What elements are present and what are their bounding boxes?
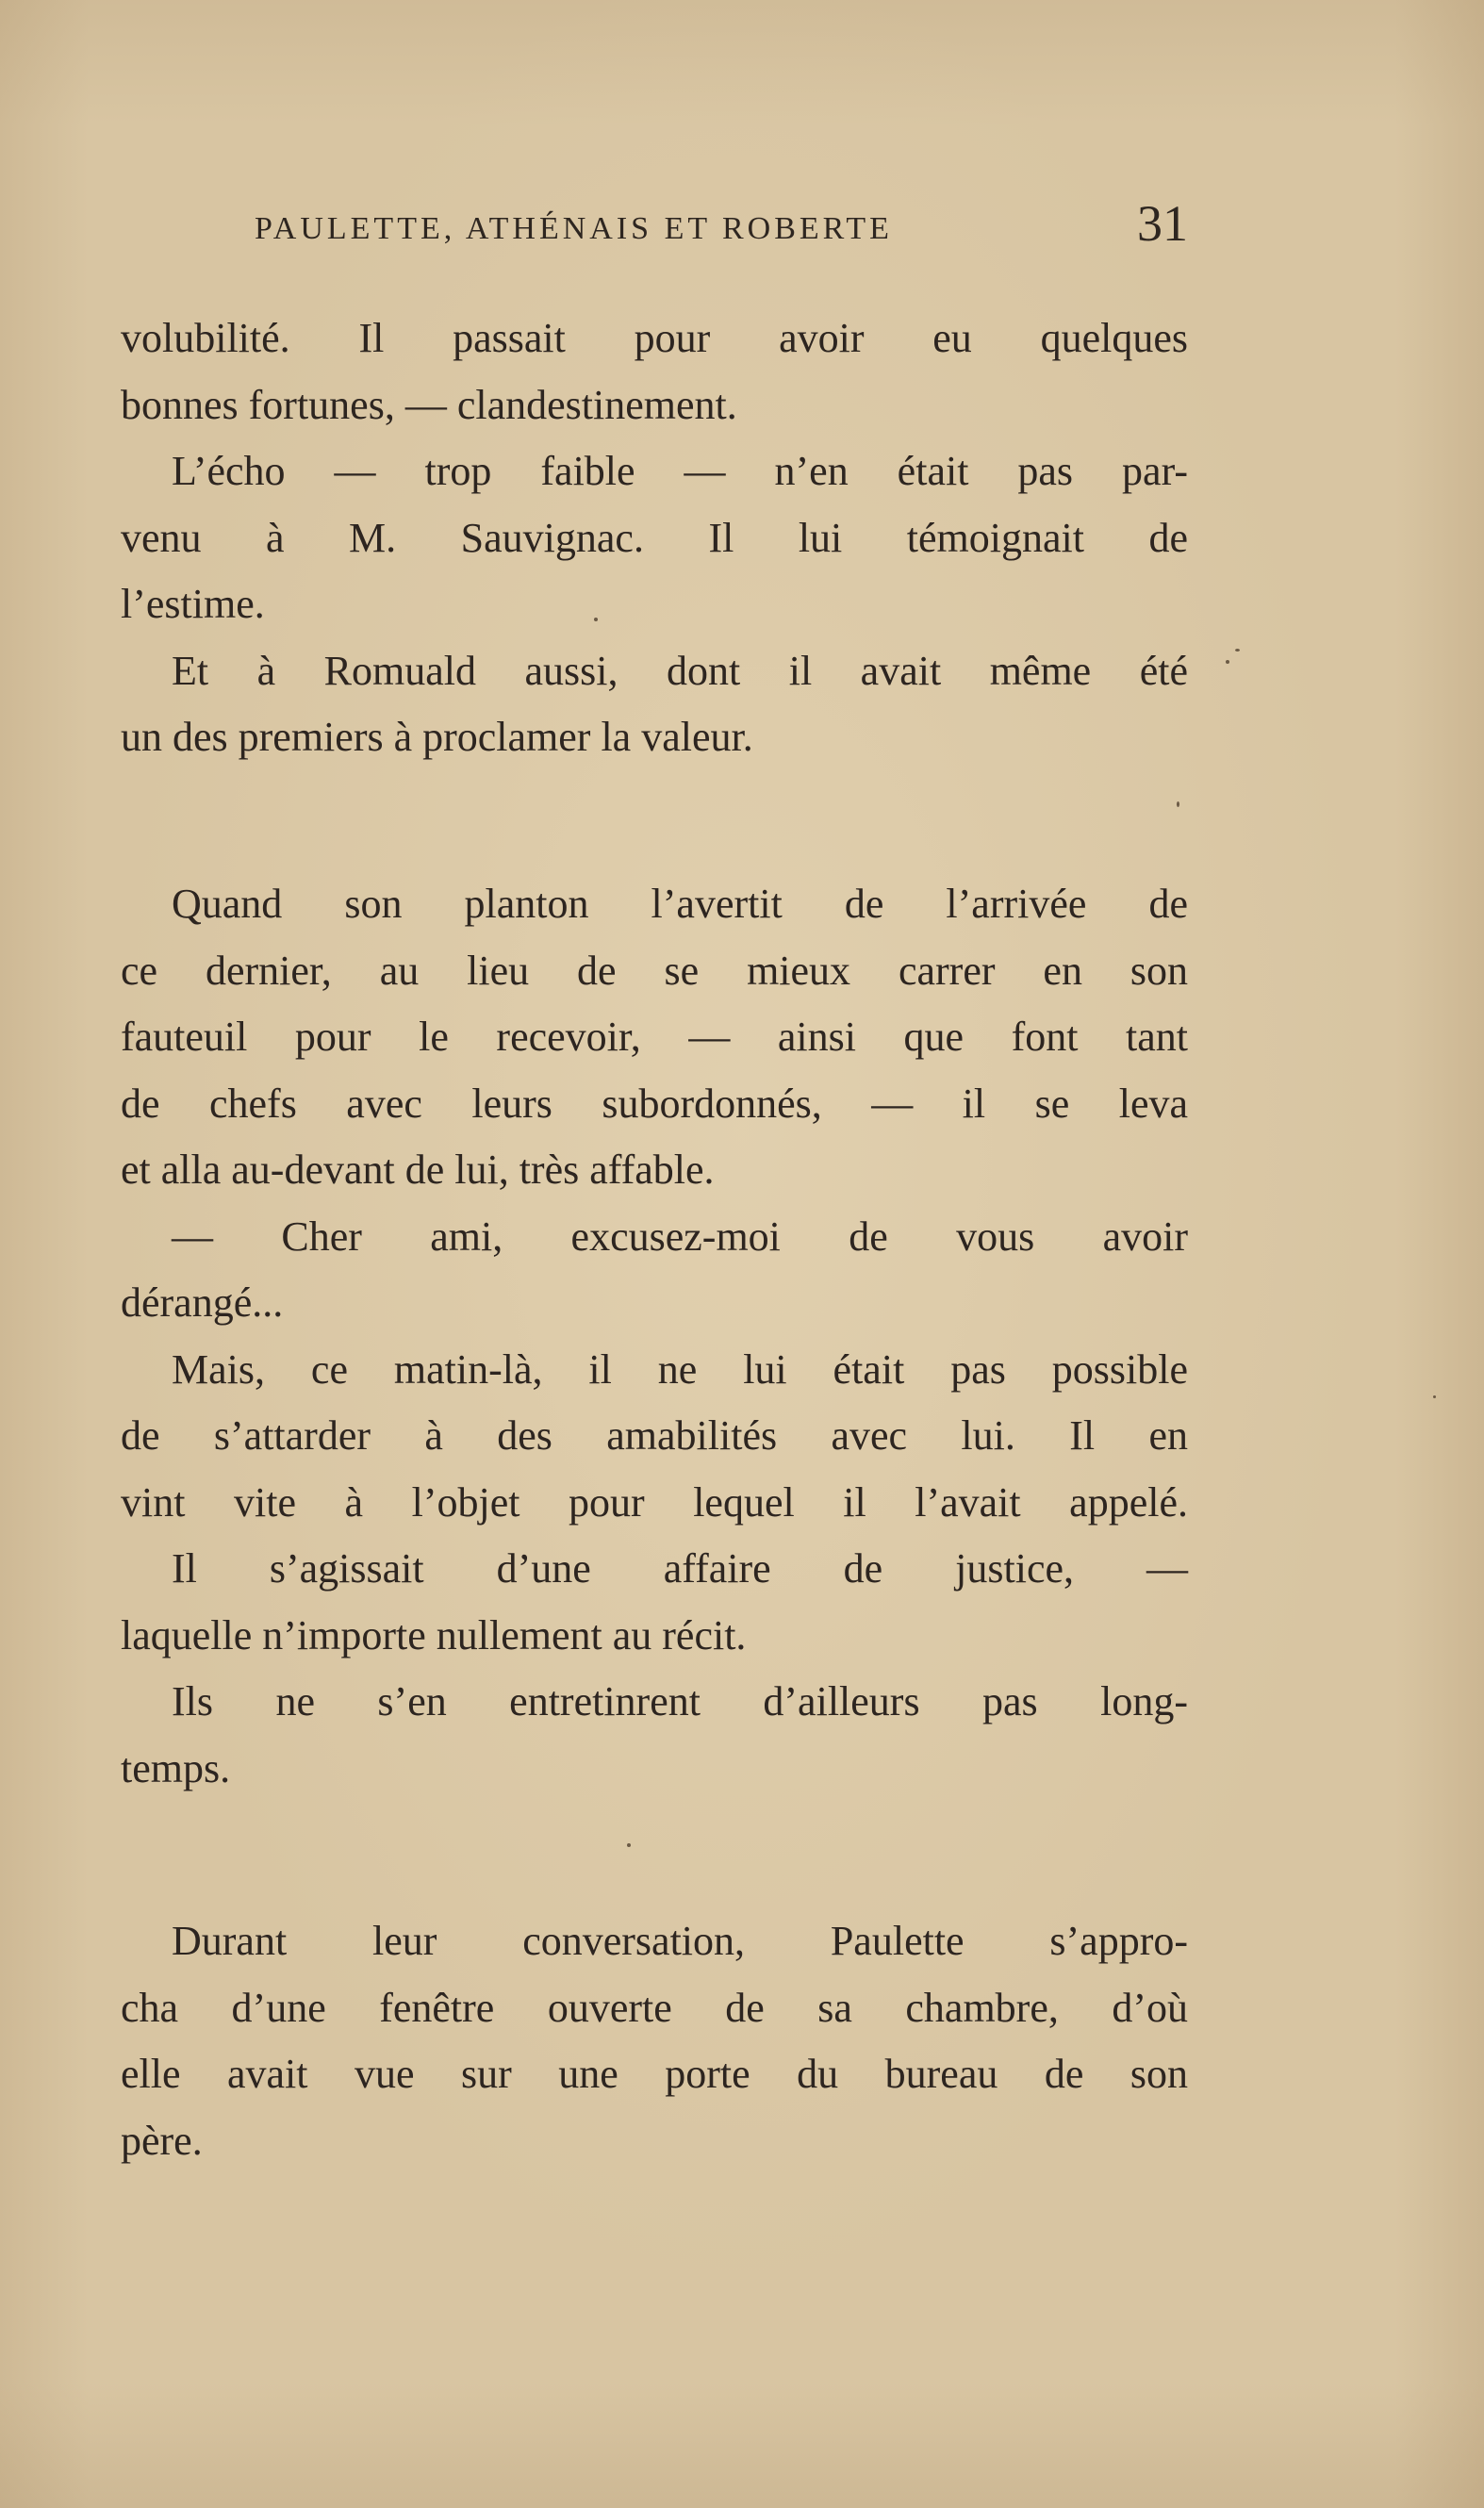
text-line: venu à M. Sauvignac. Il lui témoignait de bbox=[121, 514, 1188, 561]
text-line: père. bbox=[121, 2117, 203, 2164]
text-line: ce dernier, au lieu de se mieux carrer en son bbox=[121, 947, 1188, 994]
text-line: de chefs avec leurs subordonnés, — il se leva bbox=[121, 1080, 1188, 1127]
paper-speck bbox=[1177, 801, 1179, 807]
paragraph-block-3 bbox=[121, 1908, 1188, 2174]
text-line: L’écho — trop faible — n’en était pas par- bbox=[172, 448, 1188, 494]
text-line: dérangé... bbox=[121, 1279, 284, 1326]
text-line: Durant leur conversation, Paulette s’appro- bbox=[172, 1918, 1188, 1964]
text-line: cha d’une fenêtre ouverte de sa chambre, d’où bbox=[121, 1984, 1188, 2031]
paper-speck bbox=[1226, 660, 1229, 664]
page-number: 31 bbox=[1137, 195, 1188, 252]
text-line: temps. bbox=[121, 1744, 231, 1791]
paper-speck bbox=[1433, 1395, 1436, 1398]
text-line: Quand son planton l’avertit de l’arrivée de bbox=[172, 881, 1188, 927]
paper-speck bbox=[1235, 649, 1240, 652]
text-line: Ils ne s’en entretinrent d’ailleurs pas long- bbox=[172, 1678, 1188, 1724]
text-line: Et à Romuald aussi, dont il avait même été bbox=[172, 647, 1188, 694]
text-line: et alla au-devant de lui, très affable. bbox=[121, 1147, 715, 1193]
text-line: Mais, ce matin-là, il ne lui était pas possible bbox=[172, 1345, 1188, 1393]
text-line: — Cher ami, excusez-moi de vous avoir bbox=[172, 1213, 1188, 1260]
text-line: laquelle n’importe nullement au récit. bbox=[121, 1611, 747, 1658]
text-line: volubilité. Il passait pour avoir eu quelques bbox=[121, 315, 1188, 361]
paper-speck bbox=[627, 1843, 631, 1847]
text-line: vint vite à l’objet pour lequel il l’avait appelé. bbox=[121, 1478, 1188, 1526]
page-header bbox=[255, 194, 1188, 260]
text-line: un des premiers à proclamer la valeur. bbox=[121, 714, 753, 760]
paragraph-block-1 bbox=[121, 305, 1188, 771]
running-title: PAULETTE, ATHÉNAIS ET ROBERTE bbox=[255, 211, 893, 246]
text-line: de s’attarder à des amabilités avec lui. Il en bbox=[121, 1412, 1188, 1459]
text-line: bonnes fortunes, — clandestinement. bbox=[121, 381, 737, 428]
text-line: Il s’agissait d’une affaire de justice, — bbox=[172, 1545, 1188, 1592]
text-line: l’estime. bbox=[121, 581, 265, 627]
paragraph-block-2 bbox=[121, 871, 1188, 1802]
paper-speck bbox=[594, 618, 598, 621]
text-line: fauteuil pour le recevoir, — ainsi que font tant bbox=[121, 1014, 1188, 1060]
text-line: elle avait vue sur une porte du bureau de son bbox=[121, 2051, 1188, 2097]
